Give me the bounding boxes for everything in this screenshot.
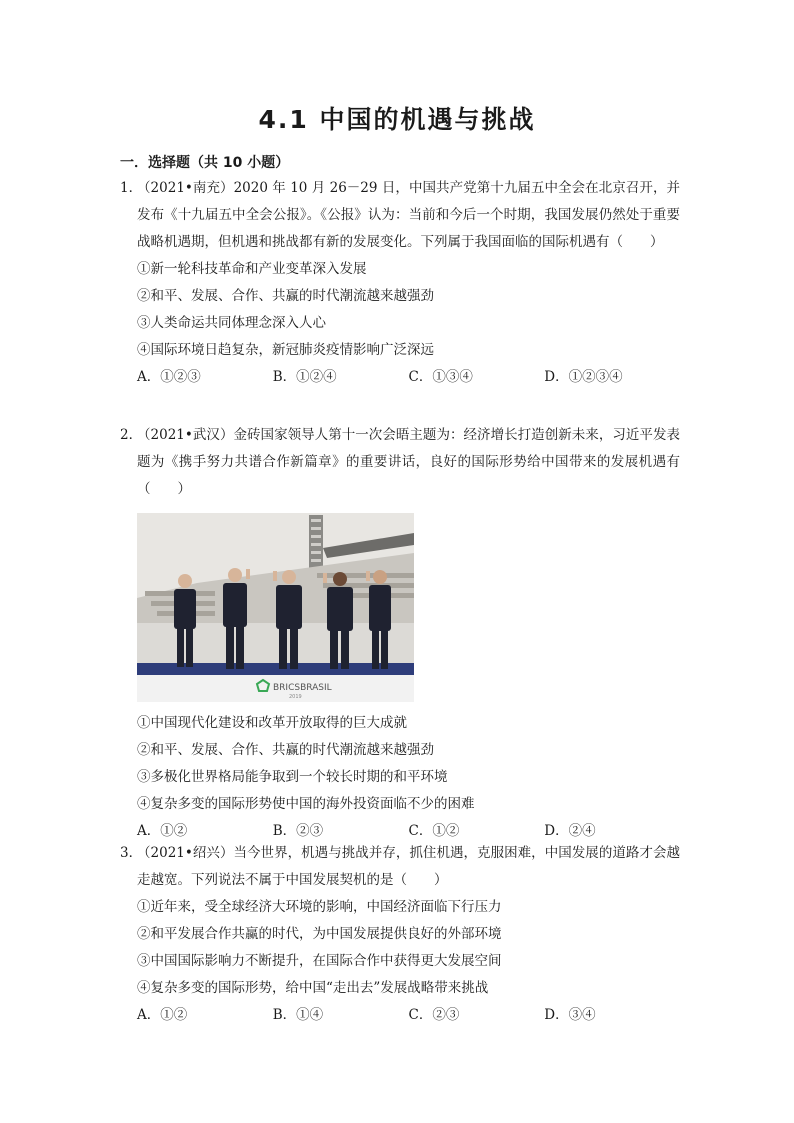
option-d[interactable]: D．①②③④ bbox=[544, 369, 623, 385]
statement-3: ③多极化世界格局能争取到一个较长时期的和平环境 bbox=[137, 769, 448, 785]
option-d[interactable]: D．③④ bbox=[544, 1007, 596, 1023]
option-c[interactable]: C．①③④ bbox=[408, 369, 473, 385]
option-a[interactable]: A．①② bbox=[137, 1007, 188, 1023]
question-3 bbox=[120, 840, 680, 1029]
statement-4: ④国际环境日趋复杂，新冠肺炎疫情影响广泛深远 bbox=[137, 342, 434, 358]
statement-1: ①新一轮科技革命和产业变革深入发展 bbox=[137, 261, 367, 277]
statement-4: ④复杂多变的国际形势，给中国“走出去”发展战略带来挑战 bbox=[137, 980, 489, 996]
question-stem bbox=[120, 840, 680, 894]
question-1 bbox=[120, 175, 680, 391]
question-2 bbox=[120, 422, 680, 845]
option-b[interactable]: B．①②④ bbox=[272, 369, 337, 385]
brics-logo-year: 2019 bbox=[289, 694, 302, 700]
section-heading: 一．选择题（共 10 小题） bbox=[120, 155, 290, 171]
option-c[interactable]: C．②③ bbox=[408, 1007, 460, 1023]
page-title: 4.1 中国的机遇与挑战 bbox=[258, 105, 536, 134]
statement-2: ②和平发展合作共赢的时代，为中国发展提供良好的外部环境 bbox=[137, 926, 502, 942]
question-text: （2021•武汉）金砖国家领导人第十一次会晤主题为：经济增长打造创新未来，习近平发表题为《携手努力共谱合作新篇章》的重要讲话，良好的国际形势给中国带来的发展机遇有（ ） bbox=[137, 427, 680, 497]
brics-summit-photo bbox=[137, 513, 414, 702]
statement-3: ③中国国际影响力不断提升，在国际合作中获得更大发展空间 bbox=[137, 953, 502, 969]
option-c[interactable]: C．①② bbox=[408, 823, 460, 839]
brics-logo-text: BRICSBRASIL bbox=[273, 683, 332, 693]
question-number: 1． bbox=[120, 180, 143, 196]
answer-options bbox=[120, 364, 680, 391]
option-a[interactable]: A．①② bbox=[137, 823, 188, 839]
statement-1: ①近年来，受全球经济大环境的影响，中国经济面临下行压力 bbox=[137, 899, 502, 915]
question-stem bbox=[120, 422, 680, 503]
question-number: 3． bbox=[120, 845, 143, 861]
statement-2: ②和平、发展、合作、共赢的时代潮流越来越强劲 bbox=[137, 288, 434, 304]
question-text: （2021•绍兴）当今世界，机遇与挑战并存，抓住机遇，克服困难，中国发展的道路才会越走越宽。下列说法不属于中国发展契机的是（ ） bbox=[137, 845, 680, 888]
option-a[interactable]: A．①②③ bbox=[137, 369, 201, 385]
option-b[interactable]: B．②③ bbox=[272, 823, 324, 839]
answer-options bbox=[120, 1002, 680, 1029]
statement-3: ③人类命运共同体理念深入人心 bbox=[137, 315, 326, 331]
statement-4: ④复杂多变的国际形势使中国的海外投资面临不少的困难 bbox=[137, 796, 475, 812]
statement-1: ①中国现代化建设和改革开放取得的巨大成就 bbox=[137, 715, 407, 731]
option-d[interactable]: D．②④ bbox=[544, 823, 596, 839]
question-number: 2． bbox=[120, 427, 143, 443]
statement-2: ②和平、发展、合作、共赢的时代潮流越来越强劲 bbox=[137, 742, 434, 758]
question-stem bbox=[120, 175, 680, 256]
option-b[interactable]: B．①④ bbox=[272, 1007, 324, 1023]
question-text: （2021•南充）2020 年 10 月 26－29 日，中国共产党第十九届五中全会在北京召开，并发布《十九届五中全会公报》。《公报》认为：当前和今后一个时期，我国发展仍然处于重要战略机遇期，但机遇和挑战都有新的发展变化。下列属于我国面临的国际机遇有（ ） bbox=[137, 180, 680, 250]
